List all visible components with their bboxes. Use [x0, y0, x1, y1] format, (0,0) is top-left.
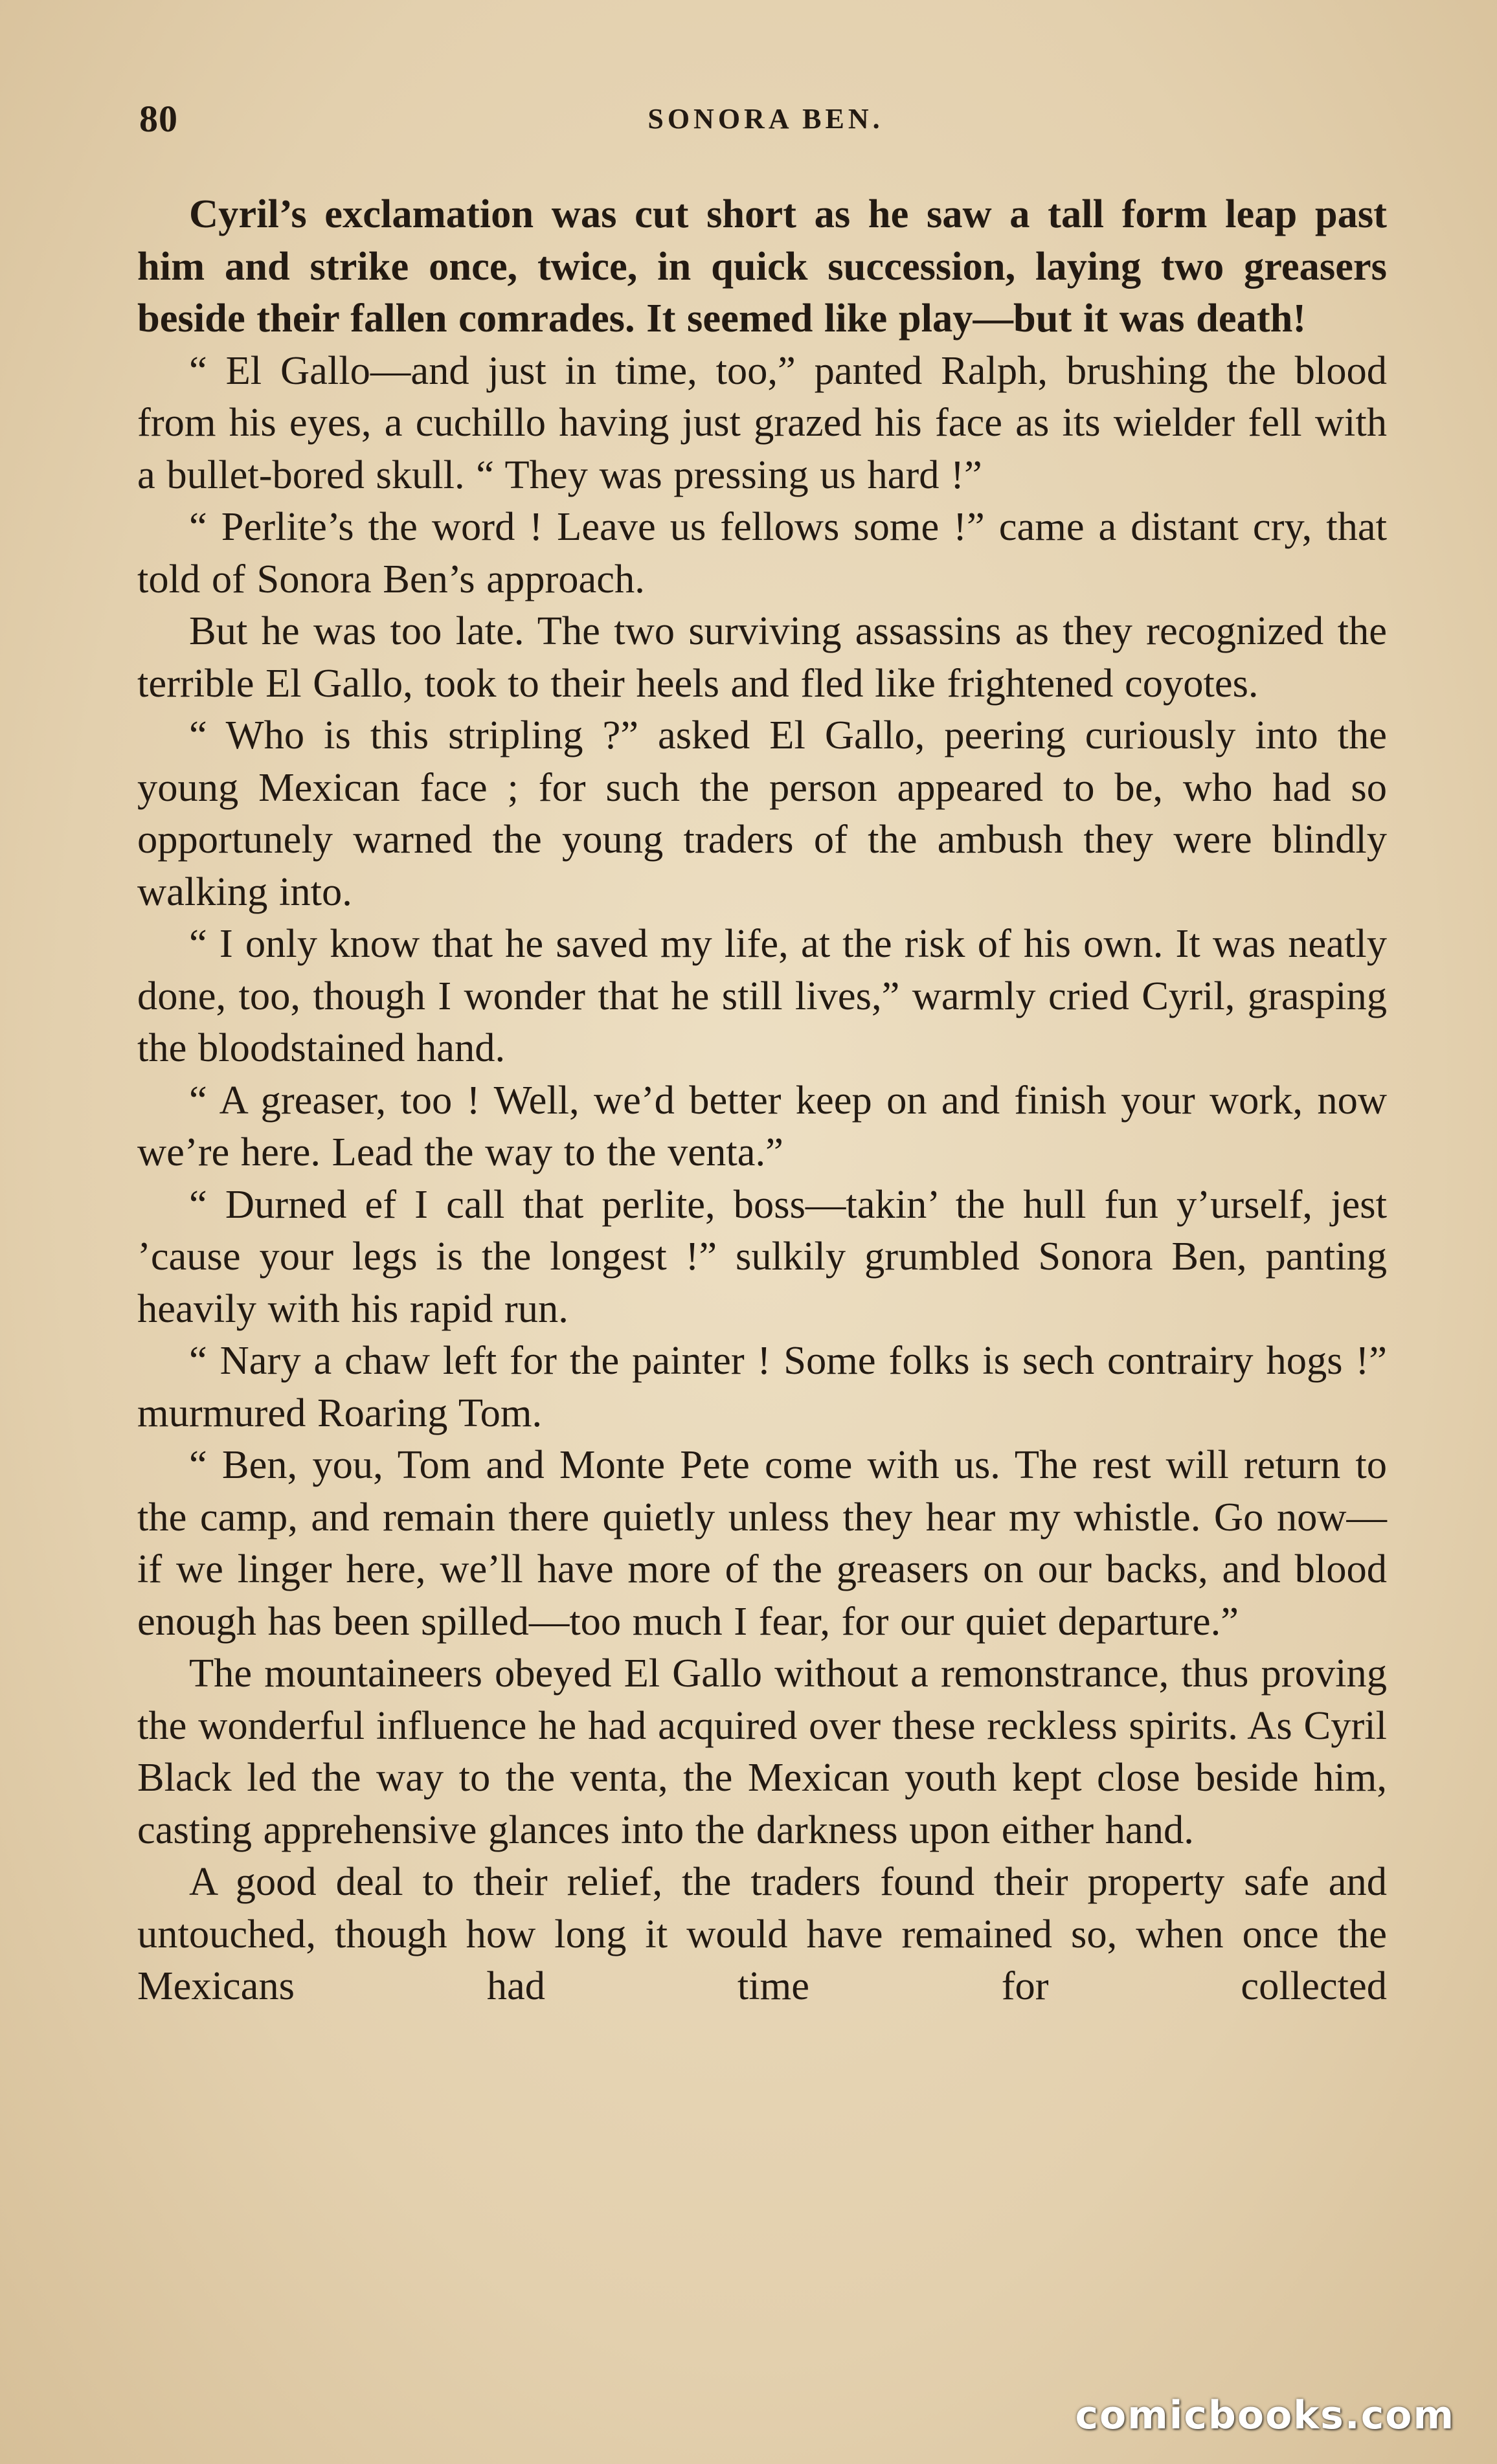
paragraph: “ Who is this stripling ?” asked El Gallo, peering curiously into the young Mexican face ; for such the person appeared to be, who had so opportunely warned the young traders of the ambush they were blindly walking into.	[137, 712, 1387, 914]
paragraph: “ Perlite’s the word ! Leave us fellows some !” came a distant cry, that told of Sonora Ben’s approach.	[137, 504, 1387, 601]
paragraph: “ Nary a chaw left for the painter ! Some folks is sech contrairy hogs !” murmured Roaring Tom.	[137, 1338, 1387, 1435]
paragraph: “ I only know that he saved my life, at the risk of his own. It was neatly done, too, though I wonder that he still lives,” warmly cried Cyril, grasping the bloodstained hand.	[137, 921, 1387, 1070]
page-number: 80	[139, 98, 178, 140]
page-header	[139, 97, 1392, 149]
paragraph: “ A greaser, too ! Well, we’d better keep on and finish your work, now we’re here. Lead the way to the venta.”	[137, 1077, 1387, 1174]
running-head: SONORA BEN.	[647, 103, 884, 135]
paragraph: The mountaineers obeyed El Gallo without a remonstrance, thus proving the wonderful influence he had acquired over these reckless spirits. As Cyril Black led the way to the venta, the Mexican youth kept close beside him, casting apprehensive glances into the darkness upon either hand.	[137, 1650, 1387, 1852]
body-text	[137, 188, 1387, 2012]
paragraph: “ Durned ef I call that perlite, boss—takin’ the hull fun y’urself, jest ’cause your legs is the longest !” sulkily grumbled Sonora Ben, panting heavily with his rapid run.	[137, 1181, 1387, 1331]
watermark: comicbooks.com	[1075, 2393, 1455, 2438]
paragraph: But he was too late. The two surviving assassins as they recognized the terrible El Gallo, took to their heels and fled like frightened coyotes.	[137, 608, 1387, 706]
paragraph: “ Ben, you, Tom and Monte Pete come with us. The rest will return to the camp, and remain there quietly unless they hear my whistle. Go now—if we linger here, we’ll have more of the greasers on our backs, and blood enough has been spilled—too much I fear, for our quiet departure.”	[137, 1442, 1387, 1644]
paragraph: A good deal to their relief, the traders found their property safe and untouched, though how long it would have remained so, when once the Mexicans had time for collected	[137, 1859, 1387, 2008]
paragraph: Cyril’s exclamation was cut short as he saw a tall form leap past him and strike once, twice, in quick succession, laying two greasers beside their fallen comrades. It seemed like play—but it was death!	[137, 191, 1387, 341]
paragraph: “ El Gallo—and just in time, too,” panted Ralph, brushing the blood from his eyes, a cuchillo having just grazed his face as its wielder fell with a bullet-bored skull. “ They was pressing us hard !”	[137, 347, 1387, 497]
